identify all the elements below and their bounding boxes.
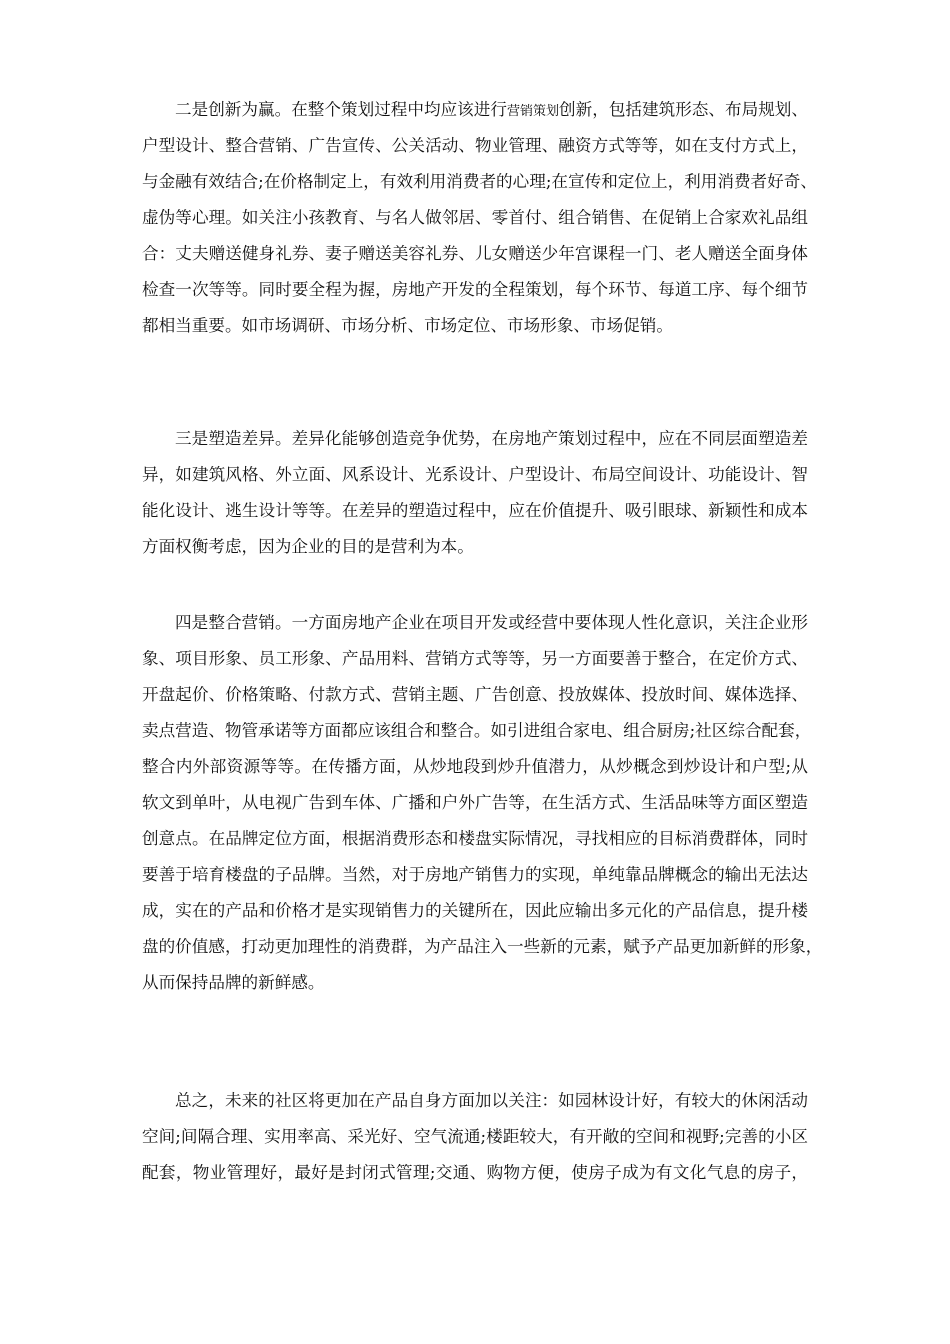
text-line: 能化设计、逃生设计等等。在差异的塑造过程中，应在价值提升、吸引眼球、新颖性和成本 bbox=[142, 501, 808, 520]
text-line: 三是塑造差异。差异化能够创造竞争优势，在房地产策划过程中，应在不同层面塑造差 bbox=[175, 429, 808, 448]
text-line: 虚伪等心理。如关注小孩教育、与名人做邻居、零首付、组合销售、在促销上合家欢礼品组 bbox=[142, 208, 808, 227]
text-line bbox=[142, 92, 808, 128]
paragraph-differentiation bbox=[142, 421, 808, 565]
text-line: 象、项目形象、员工形象、产品用料、营销方式等等，另一方面要善于整合，在定价方式、 bbox=[142, 649, 808, 668]
text-line: 总之，未来的社区将更加在产品自身方面加以关注：如园林设计好，有较大的休闲活动 bbox=[175, 1091, 808, 1110]
text-line: 从而保持品牌的新鲜感。 bbox=[142, 973, 325, 992]
text-line: 配套，物业管理好，最好是封闭式管理;交通、购物方便，使房子成为有文化气息的房子， bbox=[142, 1163, 808, 1182]
text-line: 与金融有效结合;在价格制定上，有效利用消费者的心理;在宣传和定位上，利用消费者好奇、 bbox=[142, 172, 817, 191]
text-line: 盘的价值感，打动更加理性的消费群，为产品注入一些新的元素，赋予产品更加新鲜的形象， bbox=[142, 937, 823, 956]
paragraph-integrated-marketing bbox=[142, 605, 823, 1001]
inline-term: 营销策划 bbox=[506, 104, 560, 119]
text-line: 空间;间隔合理、实用率高、采光好、空气流通;楼距较大，有开敞的空间和视野;完善的小区 bbox=[142, 1127, 808, 1146]
text-line: 异，如建筑风格、外立面、风系设计、光系设计、户型设计、布局空间设计、功能设计、智 bbox=[142, 465, 808, 484]
text-line: 整合内外部资源等等。在传播方面，从炒地段到炒升值潜力，从炒概念到炒设计和户型;从 bbox=[142, 757, 808, 776]
text-line: 成，实在的产品和价格才是实现销售力的关键所在，因此应输出多元化的产品信息，提升楼 bbox=[142, 901, 808, 920]
text-line: 方面权衡考虑，因为企业的目的是营利为本。 bbox=[142, 537, 474, 556]
text-line: 要善于培育楼盘的子品牌。当然，对于房地产销售力的实现，单纯靠品牌概念的输出无法达 bbox=[142, 865, 808, 884]
paragraph-innovation bbox=[142, 92, 817, 344]
text-line: 开盘起价、价格策略、付款方式、营销主题、广告创意、投放媒体、投放时间、媒体选择、 bbox=[142, 685, 808, 704]
text-line: 合：丈夫赠送健身礼券、妻子赠送美容礼券、儿女赠送少年宫课程一门、老人赠送全面身体 bbox=[142, 244, 808, 263]
text-line: 都相当重要。如市场调研、市场分析、市场定位、市场形象、市场促销。 bbox=[142, 316, 673, 335]
text-line: 软文到单叶，从电视广告到车体、广播和户外广告等，在生活方式、生活品味等方面区塑造 bbox=[142, 793, 808, 812]
paragraph-conclusion bbox=[142, 1083, 808, 1191]
text-line: 户型设计、整合营销、广告宣传、公关活动、物业管理、融资方式等等，如在支付方式上， bbox=[142, 136, 808, 155]
text-line: 检查一次等等。同时要全程为握，房地产开发的全程策划，每个环节、每道工序、每个细节 bbox=[142, 280, 808, 299]
text-segment: 二是创新为赢。在整个策划过程中均应该进行 bbox=[175, 100, 507, 119]
text-segment: 创新，包括建筑形态、布局规划、 bbox=[559, 100, 808, 119]
text-line: 卖点营造、物管承诺等方面都应该组合和整合。如引进组合家电、组合厨房;社区综合配套， bbox=[142, 721, 812, 740]
text-line: 四是整合营销。一方面房地产企业在项目开发或经营中要体现人性化意识，关注企业形 bbox=[175, 613, 808, 632]
text-line: 创意点。在品牌定位方面，根据消费形态和楼盘实际情况，寻找相应的目标消费群体，同时 bbox=[142, 829, 808, 848]
